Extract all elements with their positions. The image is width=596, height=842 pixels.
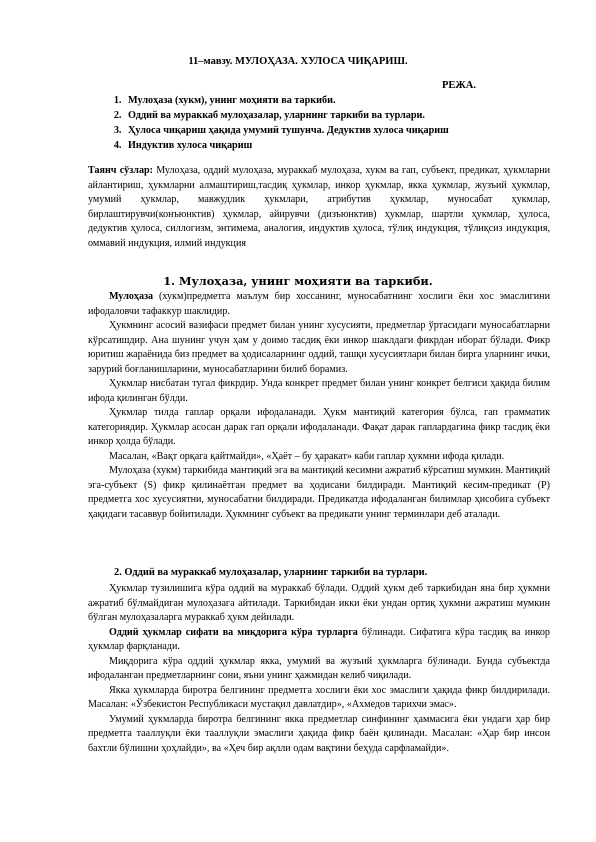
plan-item: 1. Мулоҳаза (хукм), унинг моҳияти ва таркиби. [124,93,584,108]
plan-list [88,93,584,153]
plan-heading: РЕЖА. [442,80,477,91]
paragraph: Ҳукмлар тузилишига кўра оддий ва мураккаб бўлади. Оддий ҳукм деб таркибидан яна бир ҳукмни ажратиб бўлмайдиган мулоҳазага айтилади. Таркибидан икки ёки ундан ортиқ ҳукмни ажратиш мумкин бўлган мулоҳазаларга мураккаб ҳукм дейилади. [88,583,550,623]
keywords-paragraph [88,164,550,251]
paragraph: Умумий ҳукмларда биротра белгининг якка предметлар синфининг ҳаммасига ёки ундаги ҳар бир предметга тааллуқли ёки тааллуқли эмаслиги ҳақида фикр баён қилинади. Масалан: «Ҳар бир инсон бахтли бўлишни ҳоҳлайди», ва «Ҳеч бир ақлли одам вақтини беҳуда сарфламайди». [88,713,550,754]
section-1-heading: 1. Мулоҳаза, унинг моҳияти ва таркиби. [163,274,433,288]
paragraph: Ҳукмлар тилда гаплар орқали ифодаланади. Ҳукм мантиқий категория бўлса, гап грамматик категориядир. Ҳукмлар асосан дарак гап орқали ифодаланади. Фақат дарак гаплардагина фикр тасдиқ ёки инкор ҳолда бўлади. [88,407,550,447]
paragraph: Ҳукмнинг асосий вазифаси предмет билан унинг хусусияти, предметлар ўртасидаги муносабатларни кўрсатишдир. Ана шунинг учун ҳам у доимо тасдиқ ёки инкор шаклдаги фикрдан иборат бўлади. Фикр юритиш жараёнида биз предмет ва ҳодисаларнинг оддий, ташқи хусусиятлари билан бирга уларнинг ички, зарурий боғланишларини, муносабатларини билиб борамиз. [88,320,550,375]
page-title: 11–мавзу. МУЛОҲАЗА. ХУЛОСА ЧИҚАРИШ. [188,56,408,67]
term-bold: Мулоҳаза [109,291,154,302]
plan-item: 4. Индуктив хулоса чиқариш [124,138,584,153]
paragraph: Оддий ҳукмлар сифати ва миқдорига кўра турларга бўлинади. Сифатига кўра тасдиқ ва инкор ҳукмлар фарқланади. [88,626,550,652]
keywords-label: Таянч сўзлар: [88,165,153,176]
plan-item: 3. Ҳулоса чиқариш ҳақида умумий тушунча. Дедуктив хулоса чиқариш [124,123,584,138]
keywords-text: Мулоҳаза, оддий мулоҳаза, мураккаб мулоҳаза, хукм ва гап, субъект, предикат, ҳукмларни айлантириш, ҳукмларни алмаштириш,тасдиқ ҳукмлар, инкор ҳукмлар, якка ҳукмлар, жузъий ҳукмлар, умумий ҳукмлар, мавжудлик ҳукмлари, атрибутив ҳукмлар, муносабат ҳукмлар, бирлаштирувчи(конъюнктив) ҳукмлар, айирувчи (дизъюнктив) ҳукмлар, шартли ҳукмлар, ҳулоса, дедуктив ҳулоса, силлогизм, энтимема, аналогия, индуктив ҳулоса, тўлиқ индукция, тўлиқсиз индукция, оммавий индукция, илмий индукция [88,165,550,249]
section-2-heading: 2. Оддий ва мураккаб мулоҳазалар, уларнинг таркиби ва турлари. [114,567,428,578]
paragraph: Миқдорига кўра оддий ҳукмлар якка, умумий ва жузъий ҳукмларга бўлинади. Бунда субъектда ифодаланган предметларнинг сони, яъни унинг ҳажмидан келиб чиқилади. [88,655,550,681]
section-2-body [88,582,550,756]
paragraph: Масалан, «Вақт орқага қайтмайди», «Ҳаёт – бу ҳаракат» каби гаплар ҳукмни ифода қилади. [109,450,505,462]
paragraph: Мулоҳаза (хукм) таркибида мантиқий эга ва мантиқий кесимни ажратиб кўрсатиш мумкин. Мантиқий эга-субъект (S) фикр қилинаётган предмет ва ҳодисани билдиради. Мантиқий кесим-предикат (P) предметга хос хусусиятни, муносабатни билдиради. Предикатда ифодаланган билимлар ҳисобига субъект ҳақидаги тасаввур бойитилади. Ҳукмнинг субъект ва предикати унинг терминлари деб аталади. [88,465,550,520]
section-1-body [88,290,550,522]
plan-item: 2. Оддий ва мураккаб мулоҳазалар, уларнинг таркиби ва турлари. [124,108,584,123]
paragraph: Ҳукмлар нисбатан тугал фикрдир. Унда конкрет предмет билан унинг конкрет белгиси ҳақида билим ифода қилинган бўлди. [88,378,550,404]
paragraph: Якка ҳукмларда биротра белгининг предметга хослиги ёки хос эмаслиги ҳақида фикр билдирилади. Масалан: «Ўзбекистон Республикаси мустақил давлатдир», «Ахмедов тарихчи эмас». [88,684,550,710]
paragraph: Мулоҳаза (хукм)предметга маълум бир хоссанинг, муносабатнинг хослиги ёки хос эмаслигини ифодаловчи тафаккур шаклидир. [88,291,550,317]
subheading-bold: Оддий ҳукмлар сифати ва миқдорига кўра турларга [109,626,358,638]
